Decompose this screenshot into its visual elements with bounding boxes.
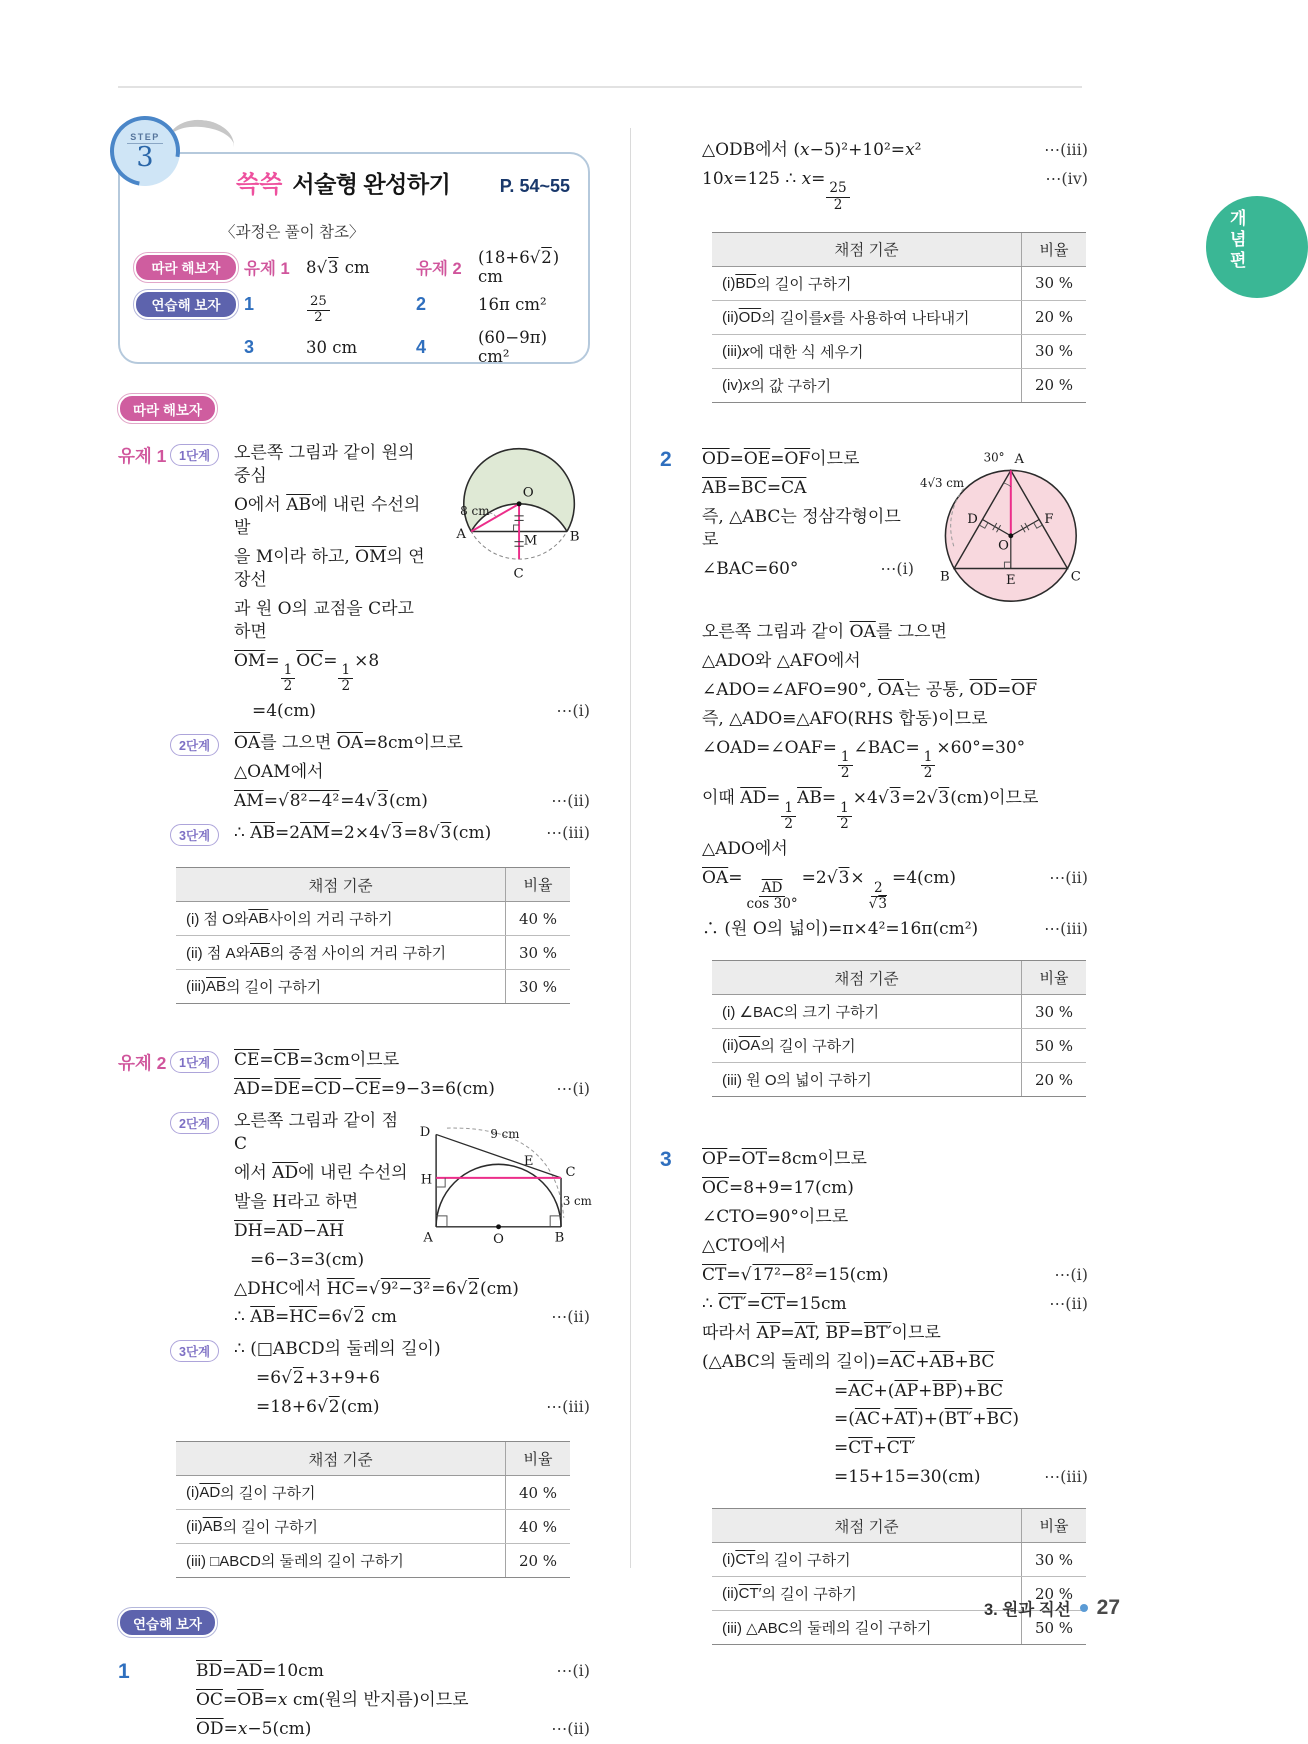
problem-2-number: 2 [660, 447, 672, 471]
ratio-value: 20 % [1021, 369, 1086, 402]
grading-table-problem-3 [712, 1508, 1086, 1645]
fig1-label-A: A [456, 526, 467, 542]
solution-line: 즉, △ABC는 정삼각형이므로 [702, 506, 901, 550]
figure-semicircle-trapezoid [418, 1107, 590, 1275]
fig3-label-F: F [1044, 511, 1054, 527]
step2-badge: 2단계 [170, 734, 219, 756]
answers-row-practice-2 [134, 328, 578, 366]
example-1-text [234, 439, 432, 647]
figure-circle-fold [438, 439, 590, 647]
solution-line: ∠ADO=∠AFO=90°, $\overline{OA}$는 공통, $\overline{OD}=\overline{OF}$ [702, 679, 1038, 700]
answer-label: 유제 1 [244, 260, 290, 278]
solution-line: △DHC에서 $\overline{HC}=√9^2-3^2=6√2(cm)$ [234, 1278, 519, 1299]
follow-section-badge: 따라 해보자 [118, 394, 217, 423]
answer-label: 유제 2 [416, 260, 462, 278]
solution-line: =15+15=30(cm) ⋯(iii) [834, 1467, 1088, 1488]
fig3-label-B: B [939, 569, 950, 585]
step-marker: ⋯(i) [1054, 1264, 1088, 1284]
criteria-text: (ii) $\overline{AB}$ 의 길이 구하기 [186, 1518, 318, 1537]
criteria-text: (ii) $\overline{OD}$ 의 길이를 x 를 사용하여 나타내기 [722, 308, 970, 327]
answer-value: $\frac{25}{2}$ [306, 282, 410, 326]
top-rule [118, 86, 1082, 88]
page-reference: P. 54~55 [499, 176, 570, 196]
solution-line: $\overline{CE}=\overline{CB}=3cm$이므로 [234, 1050, 400, 1071]
example-2-block [118, 1046, 590, 1425]
fig3-label-30deg: 30° [983, 450, 1005, 465]
step-marker: ⋯(iii) [546, 823, 590, 843]
problem-1-number: 1 [118, 1660, 130, 1684]
ratio-value: 40 % [505, 1510, 570, 1543]
step2-badge: 2단계 [170, 1112, 219, 1134]
solution-line: $\overline{OC}=8+9=17(cm)$ [702, 1177, 854, 1198]
answer-value: (60−9π) cm² [478, 328, 548, 366]
solution-line: $\overline{BD}=\overline{AD}=10cm$ ⋯(i) [196, 1661, 590, 1682]
practice-section-badge: 연습해 보자 [118, 1608, 217, 1637]
fig3-label-D: D [967, 511, 978, 527]
step-marker: ⋯(ii) [551, 1307, 590, 1327]
step-number: 3 [136, 141, 154, 173]
step-marker: ⋯(ii) [551, 791, 590, 811]
solution-line: =4(cm) ⋯(i) [252, 701, 590, 722]
answer-label: 1 [244, 293, 255, 314]
step-marker: ⋯(iii) [1044, 919, 1088, 939]
fig2-label-E: E [523, 1154, 534, 1170]
ratio-value: 20 % [505, 1544, 570, 1577]
criteria-table-row [712, 368, 1086, 402]
criteria-table-row [176, 902, 570, 935]
ratio-header-label: 비율 [1021, 1509, 1086, 1542]
side-tab-concept [1206, 196, 1308, 298]
step-marker: ⋯(iii) [1044, 140, 1088, 159]
fig2-label-C: C [565, 1165, 576, 1181]
criteria-text: (ii) CT′ 의 길이 구하기 [722, 1585, 857, 1604]
ratio-value: 30 % [505, 970, 570, 1003]
criteria-table-row [176, 1543, 570, 1577]
solution-line: ∴ $\overline{AB}=2\overline{AM}=2\times 4√3=8√3(cm)$ ⋯(iii) [234, 823, 590, 844]
solution-line: (△ABC의 둘레의 길이)$=\overline{AC}+\overline{AB}+\overline{BC}$ [702, 1351, 995, 1372]
section-title: 서술형 완성하기 [292, 171, 451, 197]
example-2-step2-eqs [234, 1275, 590, 1333]
step-marker: ⋯(ii) [1049, 868, 1088, 888]
answer-summary-box [118, 131, 590, 366]
step-marker: ⋯(iv) [1045, 168, 1088, 188]
chapter-title: 3. 원과 직선 [983, 1601, 1071, 1619]
solution-line: $\overline{OM}=$ $\frac{1}{2}$ $\overline{OC}=$ $\frac{1}{2}$ ×8 [234, 650, 380, 695]
criteria-text: (iii) □ABCD의 둘레의 길이 구하기 [186, 1553, 404, 1571]
solution-line: △ADO에서 [702, 839, 788, 860]
criteria-table-row [712, 1543, 1086, 1576]
step-marker: ⋯(iii) [1044, 1467, 1088, 1487]
ratio-value: 20 % [1021, 1063, 1086, 1096]
example-1-step-2 [170, 729, 590, 816]
solution-line: 과 원 O의 교점을 C라고 하면 [234, 598, 414, 642]
criteria-table-row [712, 334, 1086, 368]
fig3-label-O: O [998, 538, 1009, 554]
practice-badge: 연습해 보자 [134, 290, 238, 319]
criteria-text: (ii) $\overline{OA}$ 의 길이 구하기 [722, 1037, 856, 1055]
solution-line: $\overline{OA}$를 그으면 $\overline{OA}=8cm$이므로 [234, 733, 463, 754]
problem-3-solution [702, 1145, 1088, 1492]
section-title-accent: 쓱쓱 [236, 171, 283, 198]
solution-line: $\overline{OP}=\overline{OT}=8cm$이므로 [702, 1149, 867, 1169]
solution-line: O에서 $\overline{AB}$에 내린 수선의 발 [234, 494, 421, 538]
answer-label: 2 [416, 293, 427, 314]
solution-line: 즉, △ADO≡△AFO(RHS 합동)이므로 [702, 708, 988, 729]
solution-line: △ODB에서 (x−5)²+10²=x² ⋯(iii) [702, 140, 1088, 160]
example-1-step-1 [170, 439, 590, 726]
example-2-text [234, 1107, 412, 1275]
answer-label: 4 [416, 336, 427, 357]
criteria-text: (iii) x 에 대한 식 세우기 [722, 342, 864, 361]
step-badge [96, 102, 193, 199]
step-marker: ⋯(i) [880, 558, 914, 578]
problem-3-number: 3 [660, 1148, 672, 1171]
fig2-label-3cm: 3 cm [562, 1193, 592, 1208]
solution-line: $=\overline{AC}+(\overline{AP}+\overline{BP})+\overline{BC}$ [834, 1380, 1004, 1401]
solution-line: $\overline{OA}=$ $\frac{\overline{AD}}{\cos 30^\circ}$ =2√3× $\frac{2}{√3}$ =4(cm) ⋯(ii) [702, 868, 1088, 912]
solution-line: $\overline{AD}=\overline{DE}=\overline{CD}-\overline{CE}=9-3=6(cm)$ ⋯(i) [234, 1078, 590, 1099]
grading-table-example-2 [176, 1441, 570, 1578]
left-column [118, 131, 592, 1744]
solution-line: 이때 $\overline{AD}=$ $\frac{1}{2}$ $\overline{AB}=$ $\frac{1}{2}$ ×4√3=2√3(cm)이므로 [702, 788, 1039, 833]
fig3-label-E: E [1006, 572, 1016, 588]
step3-badge: 3단계 [170, 1340, 219, 1362]
criteria-table-row [712, 995, 1086, 1028]
ratio-value: 30 % [1021, 1543, 1086, 1576]
ratio-value: 30 % [1021, 995, 1086, 1028]
fig2-label-A: A [423, 1230, 433, 1246]
step-marker: ⋯(ii) [551, 1719, 590, 1739]
criteria-text: (i) $\overline{AD}$ 의 길이 구하기 [186, 1484, 316, 1503]
example-1-step1-eqs [234, 647, 590, 727]
grading-table-problem-2 [712, 960, 1086, 1097]
answer-value: 8√3 cm [306, 257, 370, 277]
criteria-header-label: 채점 기준 [308, 877, 373, 895]
solution-line: =6−3=3(cm) [250, 1249, 365, 1270]
solution-line: ∴ $CT'=\overline{CT}=15cm$ ⋯(ii) [702, 1293, 1088, 1314]
ratio-value: 40 % [505, 1476, 570, 1509]
step-marker: ⋯(iii) [546, 1397, 590, 1417]
ratio-header-label: 비율 [1021, 961, 1086, 994]
example-2-label: 유제 2 [118, 1053, 167, 1074]
problem-1-block [118, 1657, 590, 1744]
ratio-value: 50 % [1021, 1611, 1086, 1644]
page-footer [920, 1596, 1120, 1620]
column-divider [630, 128, 631, 1568]
answer-value: 16π cm² [478, 294, 547, 314]
criteria-header-label: 채점 기준 [308, 1451, 373, 1469]
criteria-table-row [712, 267, 1086, 300]
grading-table-example-1 [176, 867, 570, 1004]
solution-line: 오른쪽 그림과 같이 $\overline{OA}$를 그으면 [702, 621, 947, 642]
solution-line: 오른쪽 그림과 같이 원의 중심 [234, 443, 415, 486]
ratio-value: 50 % [1021, 1029, 1086, 1062]
step-word: STEP [127, 132, 163, 144]
problem-3-block [660, 1145, 1088, 1492]
side-tab-label: 개념편 [1226, 209, 1246, 272]
answer-value: 30 cm [306, 337, 358, 357]
solution-line: ∴ (원 O의 넓이)=π×4²=16π(cm²) ⋯(iii) [702, 919, 1088, 940]
fig2-label-D: D [419, 1125, 431, 1141]
ratio-value: 30 % [1021, 335, 1086, 368]
right-column [660, 128, 1088, 1645]
answers-row-practice-1 [134, 282, 578, 326]
criteria-header-label: 채점 기준 [834, 1518, 899, 1536]
page-number: 27 [1096, 1596, 1120, 1619]
grading-table-problem-1 [712, 232, 1086, 403]
criteria-table-row [712, 300, 1086, 334]
answers-row-follow [134, 248, 578, 286]
solution-line: 발을 H라고 하면 [234, 1191, 359, 1212]
example-2-step-1 [170, 1046, 590, 1104]
criteria-text: (iv) x 의 값 구하기 [722, 376, 832, 395]
step1-badge: 1단계 [170, 444, 219, 466]
solution-line: $\overline{OD}=x-5(cm)$ ⋯(ii) [196, 1719, 590, 1740]
solution-line: ∠CTO=90°이므로 [702, 1206, 849, 1227]
step-marker: ⋯(i) [556, 1078, 590, 1098]
solution-line: $\overline{AB}=\overline{BC}=\overline{CA}$ [702, 477, 807, 498]
section-title-row [236, 164, 570, 199]
criteria-text: (ii) 점 A와 $\overline{AB}$ 의 중점 사이의 거리 구하기 [186, 944, 447, 963]
solution-line: =18+6√2(cm) ⋯(iii) [256, 1397, 590, 1418]
example-2-step-3 [170, 1335, 590, 1422]
criteria-table-header [712, 233, 1086, 267]
solution-line: $\overline{OC}=\overline{OB}=x$ cm(원의 반지름)이므로 [196, 1690, 469, 1711]
fig1-label-C: C [513, 566, 524, 582]
criteria-header-label: 채점 기준 [834, 242, 899, 260]
fig2-label-H: H [420, 1172, 433, 1188]
fig3-label-A: A [1014, 451, 1024, 467]
criteria-table-header [176, 868, 570, 902]
ratio-header-label: 비율 [1021, 233, 1086, 266]
solution-line: $\overline{DH}=\overline{AD}-\overline{AH}$ [234, 1220, 344, 1241]
ratio-value: 20 % [1021, 1577, 1086, 1610]
criteria-text: (iii) $\overline{AB}$ 의 길이 구하기 [186, 978, 322, 997]
solution-line: =6√2+3+9+6 [256, 1368, 380, 1389]
criteria-header-label: 채점 기준 [834, 970, 899, 988]
criteria-table-header [176, 1442, 570, 1476]
answer-value: (18+6√2) cm [478, 248, 560, 286]
solution-line: $\overline{CT}=√17^2-8^2=15(cm)$ ⋯(i) [702, 1264, 1088, 1285]
fig2-label-B: B [554, 1230, 565, 1246]
solution-line: 따라서 $\overline{AP}=\overline{AT}$, $\overline{BP}=BT'$이므로 [702, 1322, 941, 1343]
solution-line: 10x=125 ∴ x= $\frac{25}{2}$ ⋯(iv) [702, 168, 1088, 213]
step3-badge: 3단계 [170, 824, 219, 846]
solution-line: ∠OAD=∠OAF= $\frac{1}{2}$ ∠BAC= $\frac{1}{2}$ ×60°=30° [702, 737, 1026, 782]
problem-2-text [702, 445, 914, 618]
problem-2-solution [702, 618, 1088, 944]
fig1-label-O: O [522, 485, 534, 501]
fig1-label-8cm: 8 cm [460, 503, 490, 518]
criteria-table-header [712, 1509, 1086, 1543]
step-marker: ⋯(ii) [1049, 1293, 1088, 1313]
example-1-block [118, 439, 590, 851]
criteria-text: (i) ∠BAC의 크기 구하기 [722, 1004, 880, 1021]
criteria-text: (i) 점 O와 $\overline{AB}$ 사이의 거리 구하기 [186, 910, 393, 929]
criteria-table-row [176, 1476, 570, 1509]
step1-badge: 1단계 [170, 1051, 219, 1073]
solution-line: $=(\overline{AC}+\overline{AT})+(BT'+\overline{BC})$ [834, 1409, 1020, 1430]
fig3-label-4sqrt3cm: 4√3 cm [920, 475, 965, 490]
problem-1-solution [196, 1657, 590, 1744]
solution-line: 에서 $\overline{AD}$에 내린 수선의 [234, 1162, 408, 1183]
criteria-table-row [176, 969, 570, 1003]
fig1-label-B: B [569, 529, 580, 545]
ratio-value: 30 % [1021, 267, 1086, 300]
fig2-label-9cm: 9 cm [490, 1126, 520, 1141]
criteria-table-row [712, 1062, 1086, 1096]
solution-line: ∠BAC=60° ⋯(i) [702, 558, 914, 579]
problem-2-block [660, 445, 1088, 944]
ratio-value: 40 % [505, 902, 570, 935]
ratio-header-label: 비율 [505, 868, 570, 901]
criteria-table-row [712, 1028, 1086, 1062]
example-1-label: 유제 1 [118, 446, 167, 466]
example-2-step-2 [170, 1107, 590, 1333]
answers-note: 〈과정은 풀이 참조〉 [220, 224, 365, 241]
solution-line: $\overline{OD}=\overline{OE}=\overline{OF}$이므로 [702, 448, 860, 469]
criteria-table-row [176, 1509, 570, 1543]
solution-line: ∴ $\overline{AB}=\overline{HC}=6√2$ cm ⋯(ii) [234, 1307, 590, 1328]
ratio-header-label: 비율 [505, 1442, 570, 1475]
solution-line: $=\overline{CT}+CT'$ [834, 1438, 916, 1459]
solution-line: △OAM에서 [234, 762, 324, 783]
solution-line: ∴ (□ABCD의 둘레의 길이) [234, 1339, 441, 1360]
criteria-text: (iii) 원 O의 넓이 구하기 [722, 1072, 872, 1089]
answer-label: 3 [244, 336, 255, 357]
criteria-text: (i) $\overline{BD}$ 의 길이 구하기 [722, 274, 852, 293]
fig2-label-O: O [493, 1232, 504, 1248]
footer-bullet [1080, 1604, 1088, 1612]
ratio-value: 20 % [1021, 301, 1086, 334]
criteria-table-header [712, 961, 1086, 995]
solution-line: 오른쪽 그림과 같이 점 C [234, 1110, 399, 1154]
ratio-value: 30 % [505, 936, 570, 969]
step-marker: ⋯(i) [556, 701, 590, 721]
figure-inscribed-triangle [920, 445, 1088, 618]
follow-badge: 따라 해보자 [134, 253, 238, 282]
example-1-step-3 [170, 819, 590, 848]
fig1-label-M: M [523, 533, 538, 549]
criteria-table-row [176, 935, 570, 969]
solution-line: 을 M이라 하고, $\overline{OM}$의 연장선 [234, 546, 425, 590]
solution-line: △ADO와 △AFO에서 [702, 650, 861, 671]
solution-line: △CTO에서 [702, 1235, 787, 1256]
solution-line: $\overline{AM}=√8^2-4^2=4√3(cm)$ ⋯(ii) [234, 791, 590, 812]
criteria-text: (i) $\overline{CT}$ 의 길이 구하기 [722, 1551, 851, 1570]
fig3-label-C: C [1070, 569, 1081, 585]
criteria-text: (iii) △ABC의 둘레의 길이 구하기 [722, 1620, 932, 1638]
problem-1-solution-continued [660, 136, 1088, 216]
step-marker: ⋯(i) [556, 1661, 590, 1681]
